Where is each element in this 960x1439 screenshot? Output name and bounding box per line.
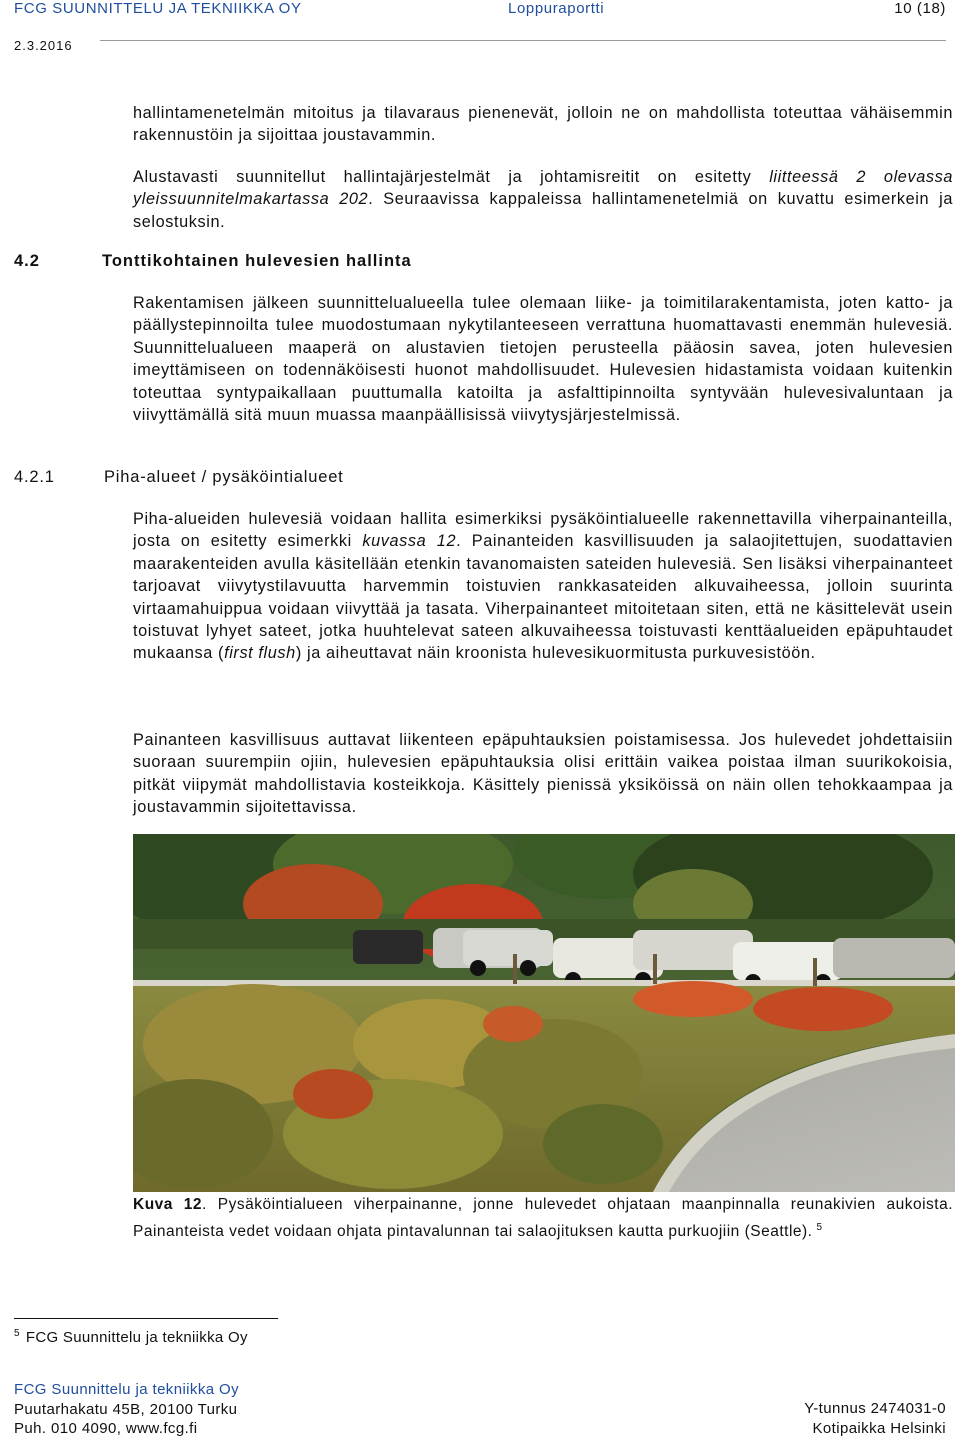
- intro-p2-text-c: . Seuraavissa kappaleissa hallintamenetelmiä on kuvattu esimerkein ja selostuksin.: [133, 190, 953, 231]
- section-4-2-1-number: 4.2.1: [14, 468, 55, 486]
- header-divider: [100, 40, 946, 41]
- s421-p1-e: ) ja aiheuttavat näin kroonista hulevesikuormitusta purkuvesistöön.: [295, 644, 816, 663]
- footer-business-id: Y-tunnus 2474031-0: [804, 1400, 946, 1417]
- section-4-2-paragraph: Rakentamisen jälkeen suunnittelualueella tulee olemaan liike- ja toimitilarakentamista, joten katto- ja päällystepinnoilta tulee muodostumaan nykytilanteeseen verrattuna huomattavasti enemmän hulevesiä. Suunnittelualueen maaperä on alustavien tietojen perusteella pääosin savea, joten hulevesien imeyttämiseen on todennäköisesti huonot mahdollisuudet. Hulevesien hidastamista voidaan kuitenkin toteuttaa syntypaikallaan puuttumalla katoilta ja asfalttipinnoilta syntyvään hulevesivaluntaan ja viivyttämällä sitä muun muassa maanpäällisissä viivytysjärjestelmissä.: [133, 294, 953, 425]
- footnote-divider: [14, 1318, 278, 1319]
- footer-domicile: Kotipaikka Helsinki: [812, 1419, 946, 1437]
- s421-figure-ref: kuvassa 12: [362, 532, 457, 551]
- s421-p1-a: Piha-alueiden hulevesiä voidaan hallita esimerkiksi pysäköintialueelle rakennettavilla viherpainanteilla, josta on esitetty esimerkki: [133, 510, 953, 551]
- intro-paragraph-1: hallintamenetelmän mitoitus ja tilavaraus pienenevät, jolloin ne on mahdollista toteuttaa vähäisemmin rakennustöin ja sijoittaa joustavammin.: [133, 104, 953, 145]
- section-4-2-title: Tonttikohtainen hulevesien hallinta: [102, 252, 412, 270]
- header-page-number: 10 (18): [894, 0, 946, 17]
- footnote-text: FCG Suunnittelu ja tekniikka Oy: [25, 1329, 248, 1346]
- s421-first-flush: first flush: [224, 644, 296, 663]
- figure-caption-text: . Pysäköintialueen viherpainanne, jonne hulevedet ohjataan maanpinnalla reunakivien aukoista. Painanteista vedet voidaan ohjata pintavalunnan tai salaojituksen kautta purkuojiin (Seattle).: [133, 1196, 953, 1240]
- section-4-2-1-heading: [14, 468, 344, 487]
- section-4-2-number: 4.2: [14, 252, 40, 270]
- footer-company: FCG Suunnittelu ja tekniikka Oy: [14, 1381, 239, 1398]
- section-4-2-heading: [14, 252, 412, 271]
- page-header: [14, 0, 946, 60]
- footnote: [14, 1328, 248, 1346]
- parking-lot-rain-garden-photo: [133, 834, 955, 1192]
- figure-label: Kuva 12: [133, 1196, 203, 1213]
- s421-p1-c: . Painanteiden kasvillisuuden ja salaojitettujen, suodattavien maarakenteiden avulla käsitellään etenkin tavanomaisten sateiden hulevesiä. Sen lisäksi viherpainanteet tarjoavat viivytystilavuutta harvemmin toistuvien rankkasateiden alkuvaiheessa, jolloin suurinta virtaamahuippua voidaan viivyttää ja tasata. Viherpainanteet mitoitetaan siten, että ne käsittelevät usein toistuvat lyhyet sateet, jotka huuhtelevat sateen alkuvaiheessa toistuvasti kenttäalueiden epäpuhtaudet mukaansa (: [133, 532, 953, 663]
- header-date: 2.3.2016: [14, 38, 73, 53]
- header-title: Loppuraportti: [508, 0, 605, 17]
- figure-caption: [133, 1194, 953, 1243]
- section-4-2-1-paragraph-1: [133, 508, 953, 665]
- intro-paragraph-2: [133, 166, 953, 233]
- figure-footnote-ref: 5: [816, 1221, 823, 1233]
- footnote-number: 5: [14, 1328, 20, 1339]
- intro-p2-appendix-ref: liitteessä 2 olevassa yleissuunnitelmakartassa 202: [133, 168, 953, 209]
- intro-p2-text-a: Alustavasti suunnitellut hallintajärjestelmät ja johtamisreitit on esitetty: [133, 168, 770, 186]
- footer-address: Puutarhakatu 45B, 20100 Turku: [14, 1400, 238, 1418]
- footer-left: [14, 1380, 239, 1439]
- footer-phone: Puh. 010 4090, www.fcg.fi: [14, 1420, 198, 1437]
- section-4-2-1-paragraph-2: Painanteen kasvillisuus auttavat liikenteen epäpuhtauksien poistamisessa. Jos hulevedet johdettaisiin suoraan suurempiin ojiin, hulevesien epäpuhtauksia olisi erittäin vaikea poistaa ilman suurikokoisia, pitkät viipymät mahdollistavia kosteikkoja. Käsittely pienissä yksiköissä on näin ollen tehokkaampaa ja joustavammin sijoitettavissa.: [133, 731, 953, 817]
- footer-right: [804, 1399, 946, 1438]
- section-4-2-1-title: Piha-alueet / pysäköintialueet: [104, 468, 344, 486]
- header-org: FCG SUUNNITTELU JA TEKNIIKKA OY: [14, 0, 302, 17]
